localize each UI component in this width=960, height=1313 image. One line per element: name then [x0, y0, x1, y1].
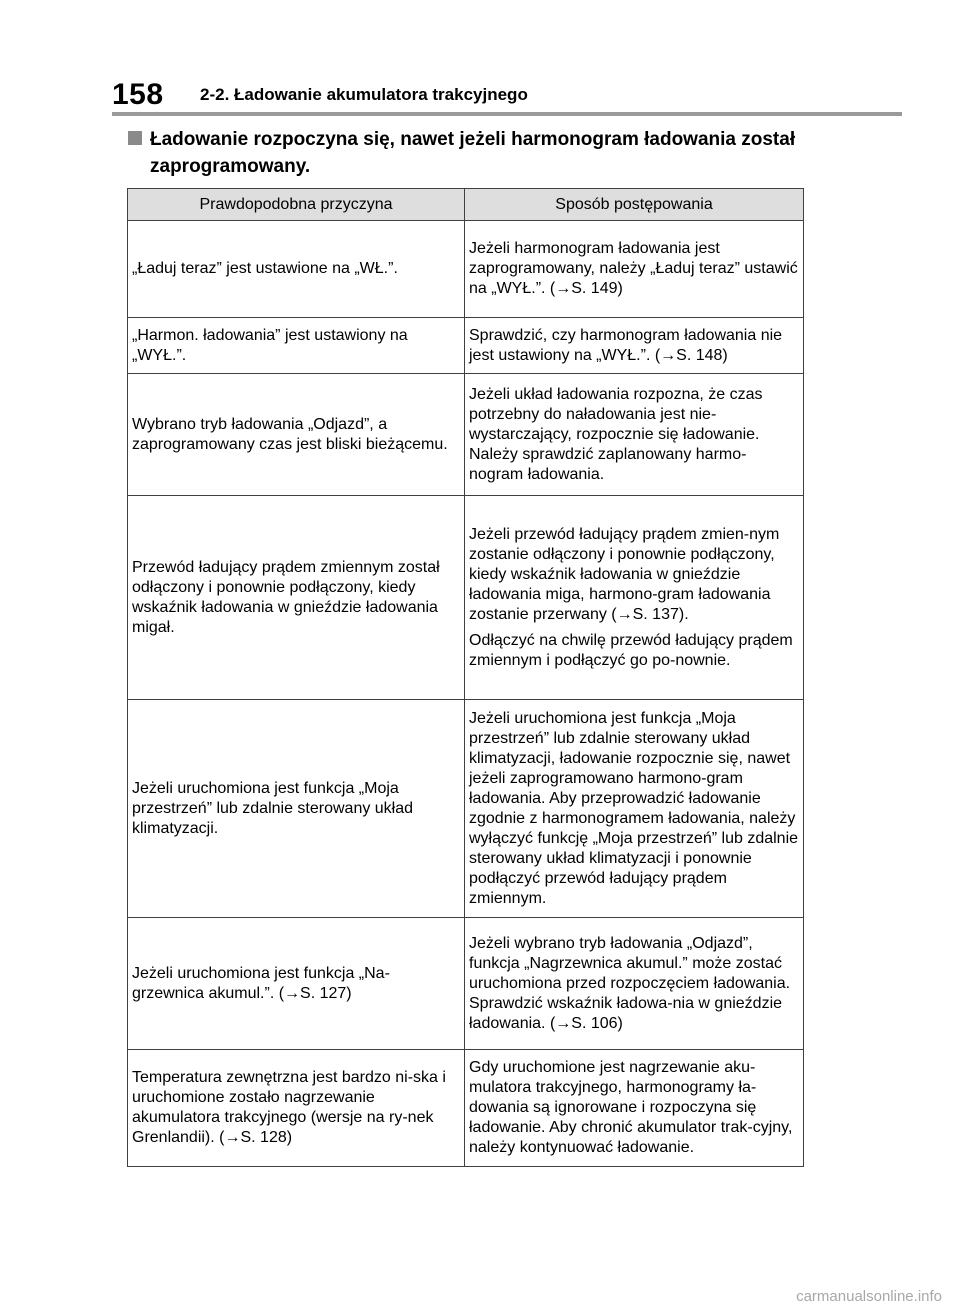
table-row — [128, 1050, 804, 1167]
cause-cell: Temperatura zewnętrzna jest bardzo ni-ska i uruchomione zostało nagrzewanie akumulatora trakcyjnego (wersje na ry-nek Grenlandii). (→S. 128) — [128, 1050, 465, 1167]
solution-text: Gdy uruchomione jest nagrzewanie aku-mulatora trakcyjnego, harmonogramy ła-dowania są ignorowane i rozpoczyna się ładowanie. Aby chronić akumulator trak-cyjny, należy kontynuować ładowanie. — [469, 1059, 793, 1156]
table-row — [128, 318, 804, 374]
solution-cell — [465, 318, 804, 374]
section-heading — [128, 126, 798, 180]
cause-cell: Wybrano tryb ładowania „Odjazd”, a zaprogramowany czas jest bliski bieżącemu. — [128, 374, 465, 496]
table-row — [128, 496, 804, 700]
solution-text: Odłączyć na chwilę przewód ładujący prądem zmiennym i podłączyć go po-nownie. — [469, 631, 793, 669]
solution-cell — [465, 1050, 804, 1167]
troubleshooting-table — [127, 188, 804, 1167]
solution-text: Sprawdzić, czy harmonogram ładowania nie jest ustawiony na „WYŁ.”. (→S. 148) — [469, 326, 783, 364]
cause-cell: „Ładuj teraz” jest ustawione na „WŁ.”. — [128, 221, 465, 318]
table-row — [128, 221, 804, 318]
solution-cell — [465, 374, 804, 496]
table-row — [128, 374, 804, 496]
watermark: carmanualsonline.info — [796, 1288, 942, 1305]
solution-text: Jeżeli wybrano tryb ładowania „Odjazd”, funkcja „Nagrzewnica akumul.” może zostać uruchomiona przed rozpoczęciem ładowania. Sprawdzić wskaźnik ładowa-nia w gnieździe ładowania. (→S. 106) — [469, 934, 791, 1032]
cause-cell: Jeżeli uruchomiona jest funkcja „Na-grzewnica akumul.”. (→S. 127) — [128, 918, 465, 1050]
solution-cell — [465, 221, 804, 318]
header-divider — [112, 112, 902, 116]
table-row — [128, 918, 804, 1050]
section-title: 2-2. Ładowanie akumulatora trakcyjnego — [200, 85, 528, 104]
solution-cell — [465, 700, 804, 918]
page-number: 158 — [112, 78, 164, 111]
solution-text: Jeżeli harmonogram ładowania jest zaprogramowany, należy „Ładuj teraz” ustawić na „WYŁ.”. (→S. 149) — [469, 240, 798, 297]
cause-cell: Przewód ładujący prądem zmiennym został odłączony i ponownie podłączony, kiedy wskaźnik ładowania w gnieździe ładowania migał. — [128, 496, 465, 700]
cause-cell: „Harmon. ładowania” jest ustawiony na „WYŁ.”. — [128, 318, 465, 374]
column-header-cause: Prawdopodobna przyczyna — [128, 189, 465, 221]
cause-cell: Jeżeli uruchomiona jest funkcja „Moja przestrzeń” lub zdalnie sterowany układ klimatyzacji. — [128, 700, 465, 918]
table-header-row — [128, 189, 804, 221]
heading-text: Ładowanie rozpoczyna się, nawet jeżeli harmonogram ładowania został zaprogramowany. — [150, 129, 796, 177]
column-header-solution: Sposób postępowania — [465, 189, 804, 221]
solution-text: Jeżeli uruchomiona jest funkcja „Moja przestrzeń” lub zdalnie sterowany układ klimatyzacji, ładowanie rozpocznie się, nawet jeżeli zaprogramowano harmono-gram ładowania. Aby przeprowadzić ładowanie zgodnie z harmonogramem ładowania, należy wyłączyć funkcję „Moja przestrzeń” lub zdalnie sterowany układ klimatyzacji i ponownie podłączyć przewód ładujący prądem zmiennym. — [469, 709, 799, 907]
table-row — [128, 700, 804, 918]
solution-text: Jeżeli przewód ładujący prądem zmien-nym zostanie odłączony i ponownie podłączony, kiedy wskaźnik ładowania w gnieździe ładowania miga, harmono-gram ładowania zostanie przerwany (→S. 137). — [469, 525, 780, 623]
solution-cell — [465, 918, 804, 1050]
solution-text: Jeżeli układ ładowania rozpozna, że czas potrzebny do naładowania jest nie-wystarczający, rozpocznie się ładowanie. Należy sprawdzić zaplanowany harmo-nogram ładowania. — [469, 385, 763, 483]
solution-cell — [465, 496, 804, 700]
